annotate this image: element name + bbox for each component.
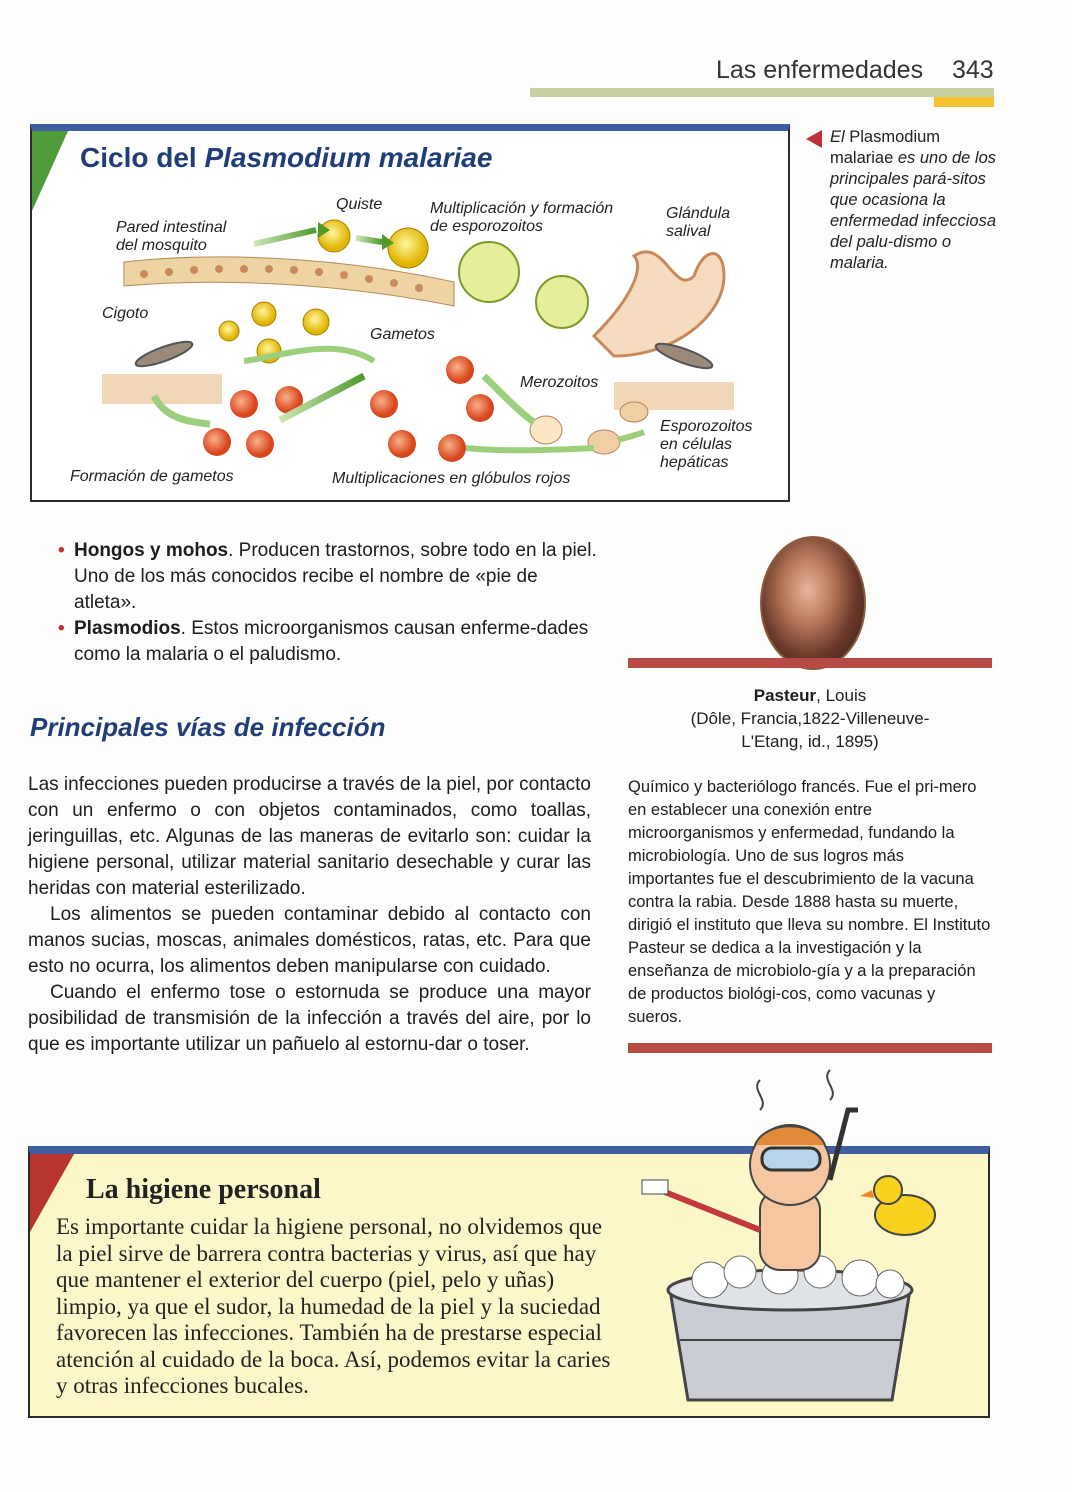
- bath-child-illustration: [620, 1040, 960, 1420]
- caption-pointer-icon: [806, 130, 822, 148]
- label-merozoitos: Merozoitos: [520, 374, 599, 391]
- paragraph: Los alimentos se pueden contaminar debido al contacto con manos sucias, moscas, animales domésticos, ratas, etc. Para que esto no ocurra, los alimentos deben manipularse con cuidado.: [28, 904, 591, 977]
- label-pared: Pared intestinal del mosquito: [116, 219, 227, 254]
- header-accent: [934, 97, 994, 107]
- label-quiste: Quiste: [336, 196, 383, 213]
- paragraph: Cuando el enfermo tose o estornuda se produce una mayor posibilidad de transmisión de la infección a través del aire, por lo que es importante utilizar un pañuelo al estornu-dar o toser.: [28, 982, 591, 1055]
- label-glandula: Glándula salival: [666, 205, 731, 240]
- header-rule: [530, 88, 994, 97]
- figure-caption: El Plasmodium malariae es uno de los principales pará-sitos que ocasiona la enfermedad infecciosa del palu-dismo o malaria.: [830, 128, 997, 272]
- divider: [628, 658, 992, 668]
- pasteur-heading: Pasteur, Louis (Dôle, Francia,1822-Villeneuve- L'Etang, id., 1895): [628, 684, 992, 753]
- cycle-title: Ciclo del Plasmodium malariae: [80, 142, 493, 173]
- label-esporozoitos: Esporozoitos en células hepáticas: [660, 418, 753, 471]
- section-title: Principales vías de infección: [30, 712, 386, 742]
- label-multiplicacion: Multiplicación y formación de esporozoitos: [430, 200, 614, 235]
- label-multiplicaciones: Multiplicaciones en glóbulos rojos: [332, 470, 571, 487]
- higiene-title: La higiene personal: [86, 1174, 321, 1205]
- pasteur-dates: (Dôle, Francia,1822-Villeneuve- L'Etang, id., 1895): [690, 709, 930, 751]
- list-item: • Plasmodios. Estos microorganismos causan enferme-dades como la malaria o el paludismo.: [58, 618, 589, 665]
- bullet-list: [58, 538, 598, 668]
- page-number: 343: [952, 56, 994, 84]
- paragraph: Las infecciones pueden producirse a través de la piel, por contacto con un enfermo o con objetos contaminados, como toallas, jeringuillas, etc. Algunas de las maneras de evitarlo son: cuidar la higiene personal, utilizar material sanitario desechable y curar las heridas con material esterilizado.: [28, 774, 591, 899]
- pasteur-bio: Químico y bacteriólogo francés. Fue el pri-mero en establecer una conexión entre microorganismos y enfermedad, fundando la microbiología. Uno de sus logros más importantes fue el descubrimiento de la vacuna contra la rabia. Desde 1888 hasta su muerte, dirigió el instituto que lleva su nombre. El Instituto Pasteur se dedica a la investigación y la enseñanza de microbiolo-gía y a la preparación de productos biológi-cos, como vacunas y sueros.: [628, 778, 991, 1026]
- running-header: Las enfermedades: [716, 56, 924, 84]
- list-item: • Hongos y mohos. Producen trastornos, sobre todo en la piel. Uno de los más conocidos recibe el nombre de «pie de atleta».: [58, 540, 597, 613]
- higiene-text: Es importante cuidar la higiene personal, no olvidemos que la piel sirve de barrera contra bacterias y virus, así que hay que mantener el exterior del cuerpo (piel, pelo y uñas) limpio, ya que el sudor, la humedad de la piel y la suciedad favorecen las infecciones. También ha de prestarse especial atención al cuidado de la boca. Así, podemos evitar la caries y otras infecciones bucales.: [56, 1214, 611, 1398]
- label-formacion-gametos: Formación de gametos: [70, 468, 234, 485]
- label-cigoto: Cigoto: [102, 305, 149, 322]
- body-text: [28, 772, 591, 1058]
- pasteur-portrait: [760, 536, 866, 670]
- label-gametos: Gametos: [370, 326, 435, 343]
